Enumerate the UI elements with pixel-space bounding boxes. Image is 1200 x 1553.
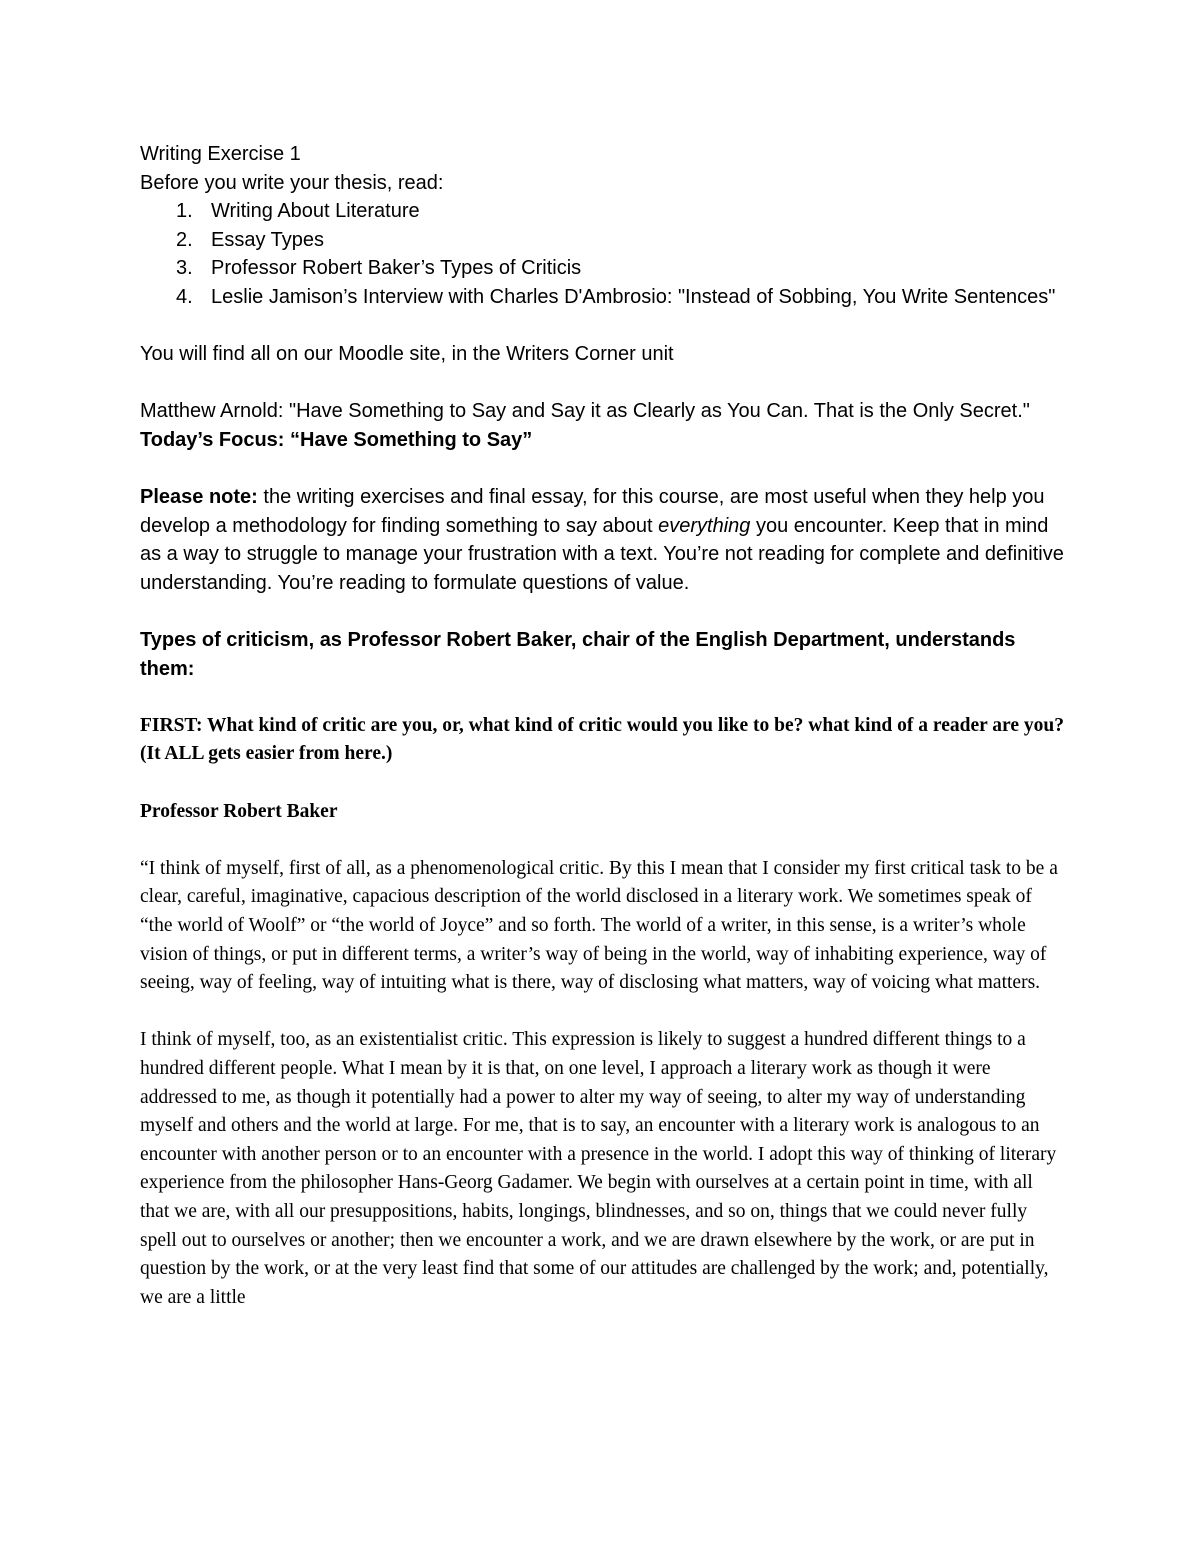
list-item-text: Essay Types — [211, 228, 325, 251]
arnold-quote: Matthew Arnold: "Have Something to Say and Say it as Clearly as You Can. That is the Only Secret." — [140, 400, 1030, 423]
spacer — [140, 598, 1065, 627]
document-page — [140, 140, 1065, 1312]
spacer — [140, 455, 1065, 484]
baker-paragraph-2: I think of myself, too, as an existentialist critic. This expression is likely to suggest a hundred different things to a hundred different people. What I mean by it is that, on one level, I approach a literary work as though it were addressed to me, as though it potentially had a power to alter my way of seeing, to alter my way of understanding myself and others and the world at large. For me, that is to say, an encounter with a literary work is analogous to an encounter with another person or to an encounter with a presence in the world. I adopt this way of thinking of literary experience from the philosopher Hans-Georg Gadamer. We begin with ourselves at a certain point in time, with all that we are, with all our presuppositions, habits, longings, blindnesses, and so on, things that we could never fully spell out to ourselves or another; then we encounter a work, and we are drawn elsewhere by the work, or are put in question by the work, or at the very least find that some of our attitudes are challenged by the work; and, potentially, we are a little — [140, 1029, 1057, 1308]
please-note-paragraph — [140, 483, 1065, 597]
moodle-note: You will find all on our Moodle site, in the Writers Corner unit — [140, 343, 674, 366]
list-item-text: Leslie Jamison’s Interview with Charles D'Ambrosio: "Instead of Sobbing, You Write Sentences" — [211, 285, 1056, 308]
list-item-number: 3. — [176, 257, 193, 280]
criticism-heading: Types of criticism, as Professor Robert Baker, chair of the English Department, understands them: — [140, 629, 1016, 680]
spacer — [140, 998, 1065, 1027]
intro-line: Before you write your thesis, read: — [140, 171, 444, 194]
list-item-number: 1. — [176, 200, 193, 223]
focus-heading: Today’s Focus: “Have Something to Say” — [140, 428, 533, 451]
list-item — [140, 197, 1065, 226]
please-note-label: Please note: — [140, 486, 258, 509]
list-item-number: 2. — [176, 228, 193, 251]
list-item — [140, 283, 1065, 312]
list-item — [140, 226, 1065, 255]
baker-paragraph-1: “I think of myself, first of all, as a phenomenological critic. By this I mean that I consider my first critical task to be a clear, careful, imaginative, capacious description of the world disclosed in a literary work. We sometimes speak of “the world of Woolf” or “the world of Joyce” and so forth. The world of a writer, in this sense, is a writer’s whole vision of things, or put in different terms, a writer’s way of being in the world, way of inhabiting experience, way of seeing, way of feeling, way of intuiting what is there, way of disclosing what matters, way of voicing what matters. — [140, 857, 1058, 994]
please-note-text-1: the writing exercises and final essay, for this course, are most useful when they help you develop a methodology for finding something to say about — [140, 486, 1045, 537]
spacer — [140, 683, 1065, 712]
please-note-emphasis: everything — [658, 514, 751, 537]
list-item — [140, 254, 1065, 283]
list-item-text: Professor Robert Baker’s Types of Criticis — [211, 257, 582, 280]
spacer — [140, 312, 1065, 341]
document-title: Writing Exercise 1 — [140, 143, 301, 165]
spacer — [140, 369, 1065, 398]
baker-heading: Professor Robert Baker — [140, 800, 338, 822]
first-question: FIRST: What kind of critic are you, or, what kind of critic would you like to be? what kind of a reader are you? (It ALL gets easier from here.) — [140, 714, 1064, 765]
list-item-text: Writing About Literature — [211, 200, 420, 223]
list-item-number: 4. — [176, 285, 193, 308]
spacer — [140, 826, 1065, 855]
spacer — [140, 769, 1065, 798]
reading-list — [140, 197, 1065, 311]
please-note-text-2: you encounter. Keep that in mind as a way to struggle to manage your frustration with a text. You’re not reading for complete and definitive understanding. You’re reading to formulate questions of value. — [140, 514, 1064, 594]
